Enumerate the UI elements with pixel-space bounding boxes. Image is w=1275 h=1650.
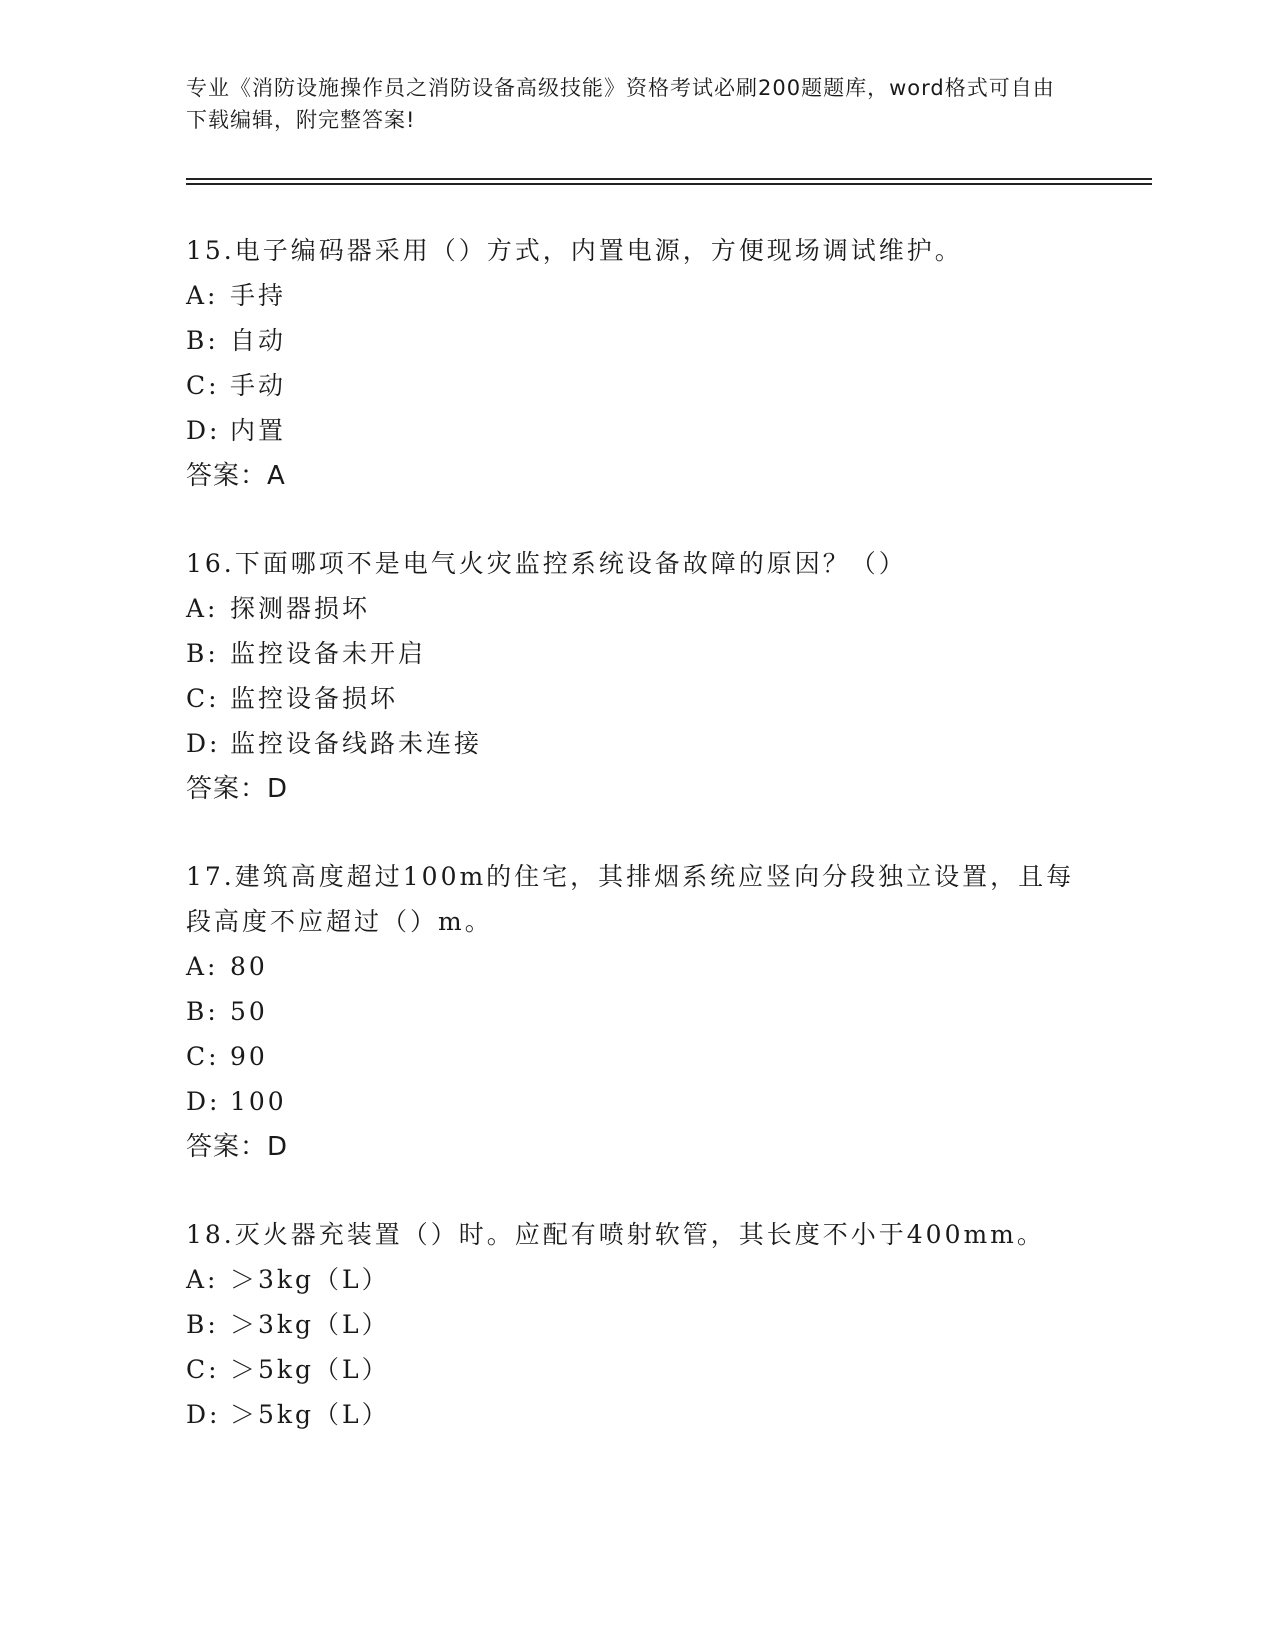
option-key: B: [186, 639, 219, 668]
header-text: 专业《消防设施操作员之消防设备高级技能》资格考试必刷200题题库，word格式可自由下载编辑，附完整答案! [186, 76, 1055, 132]
option-key: C: [186, 1355, 220, 1384]
option-key: C: [186, 1042, 220, 1071]
option-d [186, 1392, 1086, 1437]
document-header [186, 72, 1066, 136]
option-d [186, 721, 1086, 766]
option-b [186, 1302, 1086, 1347]
option-key: D: [186, 1087, 221, 1116]
question-18 [186, 1212, 1086, 1437]
option-a [186, 944, 1086, 989]
question-16 [186, 541, 1086, 812]
answer-label: 答案：D [186, 1132, 289, 1162]
option-text: 内置 [230, 416, 287, 445]
option-key: C: [186, 371, 220, 400]
option-text: ＞3kg（L） [230, 1265, 390, 1294]
option-a [186, 1257, 1086, 1302]
option-key: B: [186, 326, 219, 355]
option-text: 自动 [230, 326, 287, 355]
question-stem: 17.建筑高度超过100m的住宅，其排烟系统应竖向分段独立设置，且每段高度不应超过（）m。 [186, 862, 1075, 936]
option-key: C: [186, 684, 220, 713]
option-key: B: [186, 997, 219, 1026]
question-17 [186, 854, 1086, 1170]
option-b [186, 318, 1086, 363]
option-key: B: [186, 1310, 219, 1339]
option-text: ＞3kg（L） [230, 1310, 390, 1339]
option-c [186, 676, 1086, 721]
option-key: A: [186, 1265, 219, 1294]
option-c [186, 1347, 1086, 1392]
question-stem: 18.灭火器充装置（）时。应配有喷射软管，其长度不小于400mm。 [186, 1220, 1045, 1249]
option-text: 手持 [230, 281, 287, 310]
option-key: D: [186, 1400, 221, 1429]
option-d [186, 1079, 1086, 1124]
option-text: ＞5kg（L） [230, 1355, 390, 1384]
option-b [186, 989, 1086, 1034]
option-c [186, 1034, 1086, 1079]
option-d [186, 408, 1086, 453]
option-key: A: [186, 281, 219, 310]
option-a [186, 586, 1086, 631]
option-key: D: [186, 729, 221, 758]
option-text: 80 [230, 952, 268, 981]
option-text: 探测器损坏 [230, 594, 371, 623]
answer-label: 答案：A [186, 461, 286, 491]
question-stem: 16.下面哪项不是电气火灾监控系统设备故障的原因？（） [186, 549, 907, 578]
option-text: ＞5kg（L） [230, 1400, 390, 1429]
answer-label: 答案：D [186, 774, 289, 804]
option-c [186, 363, 1086, 408]
option-text: 监控设备未开启 [230, 639, 427, 668]
question-stem: 15.电子编码器采用（）方式，内置电源，方便现场调试维护。 [186, 236, 963, 265]
question-15 [186, 228, 1086, 499]
header-divider-top [186, 178, 1152, 180]
option-b [186, 631, 1086, 676]
option-text: 监控设备损坏 [230, 684, 399, 713]
option-text: 50 [230, 997, 268, 1026]
option-key: A: [186, 952, 219, 981]
option-text: 90 [230, 1042, 268, 1071]
option-a [186, 273, 1086, 318]
option-key: D: [186, 416, 221, 445]
header-divider-bottom [186, 183, 1152, 185]
option-text: 100 [230, 1087, 287, 1116]
option-text: 监控设备线路未连接 [230, 729, 483, 758]
option-text: 手动 [230, 371, 287, 400]
question-list [186, 228, 1086, 1479]
option-key: A: [186, 594, 219, 623]
